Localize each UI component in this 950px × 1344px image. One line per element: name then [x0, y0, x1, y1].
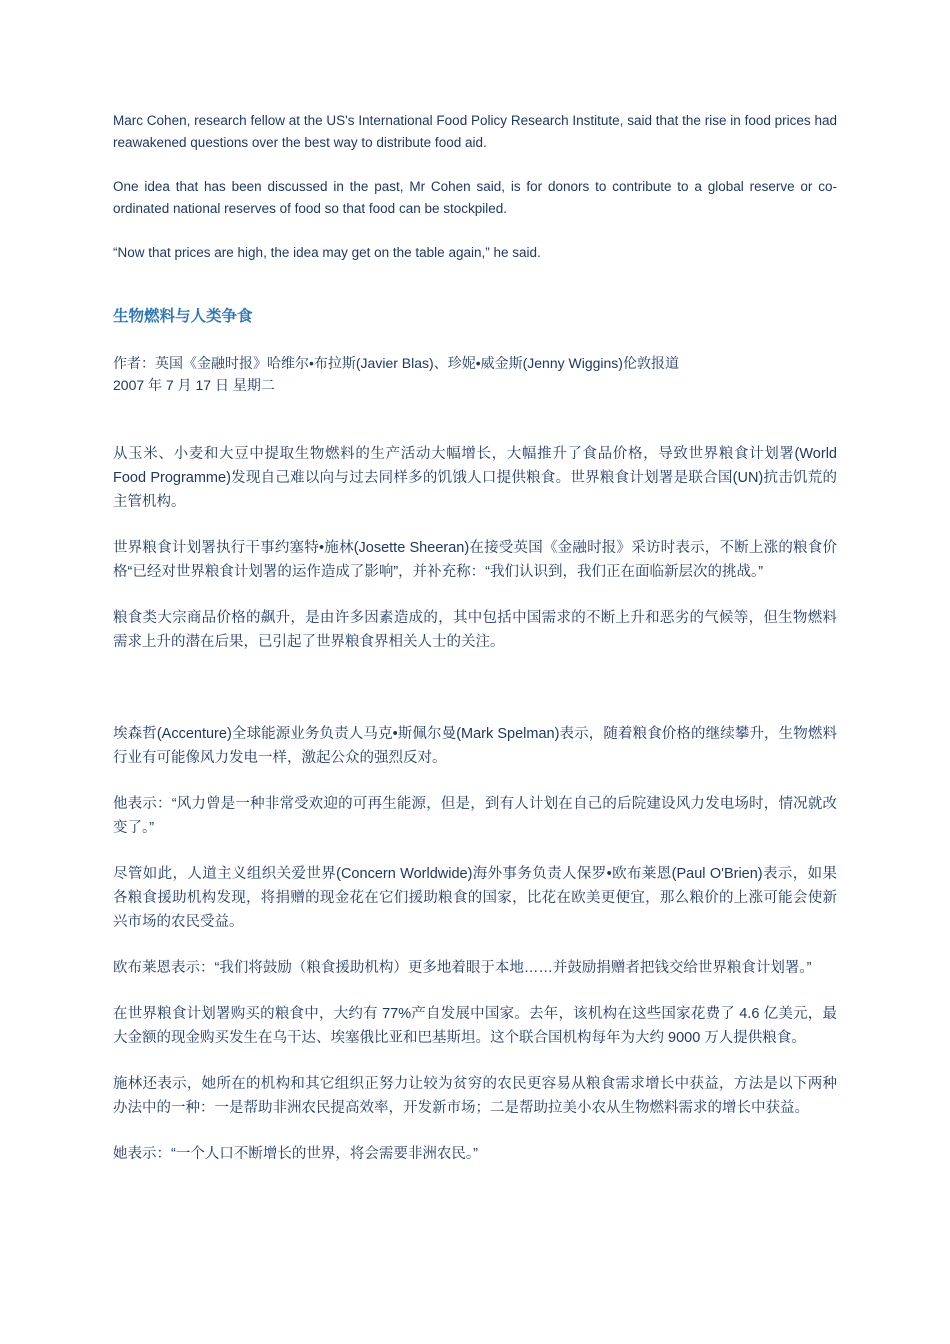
article-paragraph-8: 在世界粮食计划署购买的粮食中，大约有 77%产自发展中国家。去年，该机构在这些国家花费了 4.6 亿美元，最大金额的现金购买发生在乌干达、埃塞俄比亚和巴基斯坦。这个联合国机构每年为大约 9000 万人提供粮食。 — [113, 1006, 837, 1046]
english-paragraph-2: One idea that has been discussed in the past, Mr Cohen said, is for donors to contribute to a global reserve or co-ordinated national reserves of food so that food can be stockpiled. — [113, 179, 837, 216]
article-paragraph-1: 从玉米、小麦和大豆中提取生物燃料的生产活动大幅增长，大幅推升了食品价格，导致世界粮食计划署(World Food Programme)发现自己难以向与过去同样多的饥饿人口提供粮食。世界粮食计划署是联合国(UN)抗击饥荒的主管机构。 — [113, 446, 837, 510]
english-paragraph-3: “Now that prices are high, the idea may get on the table again,” he said. — [113, 245, 541, 260]
article-title: 生物燃料与人类争食 — [113, 308, 253, 325]
article-paragraph-4: 埃森哲(Accenture)全球能源业务负责人马克•斯佩尔曼(Mark Spelman)表示，随着粮食价格的继续攀升，生物燃料行业有可能像风力发电一样，激起公众的强烈反对。 — [113, 726, 837, 766]
article-paragraph-6: 尽管如此，人道主义组织关爱世界(Concern Worldwide)海外事务负责人保罗•欧布莱恩(Paul O'Brien)表示，如果各粮食援助机构发现，将捐赠的现金花在它们援助粮食的国家，比花在欧美更便宜，那么粮价的上涨可能会使新兴市场的农民受益。 — [113, 866, 837, 930]
english-paragraph-1: Marc Cohen, research fellow at the US's International Food Policy Research Institute, said that the rise in food prices had reawakened questions over the best way to distribute food aid. — [113, 113, 837, 150]
article-paragraph-10: 她表示：“一个人口不断增长的世界，将会需要非洲农民。” — [113, 1146, 478, 1162]
article-byline: 作者：英国《金融时报》哈维尔•布拉斯(Javier Blas)、珍妮•威金斯(Jenny Wiggins)伦敦报道 — [113, 355, 679, 371]
article-date: 2007 年 7 月 17 日 星期二 — [113, 377, 275, 393]
article-paragraph-9: 施林还表示，她所在的机构和其它组织正努力让较为贫穷的农民更容易从粮食需求增长中获益，方法是以下两种办法中的一种：一是帮助非洲农民提高效率，开发新市场；二是帮助拉美小农从生物燃料需求的增长中获益。 — [113, 1076, 837, 1116]
document-page — [113, 110, 837, 1188]
article-paragraph-7: 欧布莱恩表示：“我们将鼓励（粮食援助机构）更多地着眼于本地……并鼓励捐赠者把钱交给世界粮食计划署。” — [113, 960, 812, 976]
article-paragraph-3: 粮食类大宗商品价格的飙升，是由许多因素造成的，其中包括中国需求的不断上升和恶劣的气候等，但生物燃料需求上升的潜在后果，已引起了世界粮食界相关人士的关注。 — [113, 610, 837, 650]
article-paragraph-5: 他表示：“风力曾是一种非常受欢迎的可再生能源，但是，到有人计划在自己的后院建设风力发电场时，情况就改变了。” — [113, 796, 837, 836]
article-paragraph-2: 世界粮食计划署执行干事约塞特•施林(Josette Sheeran)在接受英国《金融时报》采访时表示，不断上涨的粮食价格“已经对世界粮食计划署的运作造成了影响”，并补充称：“我们认识到，我们正在面临新层次的挑战。” — [113, 540, 837, 580]
